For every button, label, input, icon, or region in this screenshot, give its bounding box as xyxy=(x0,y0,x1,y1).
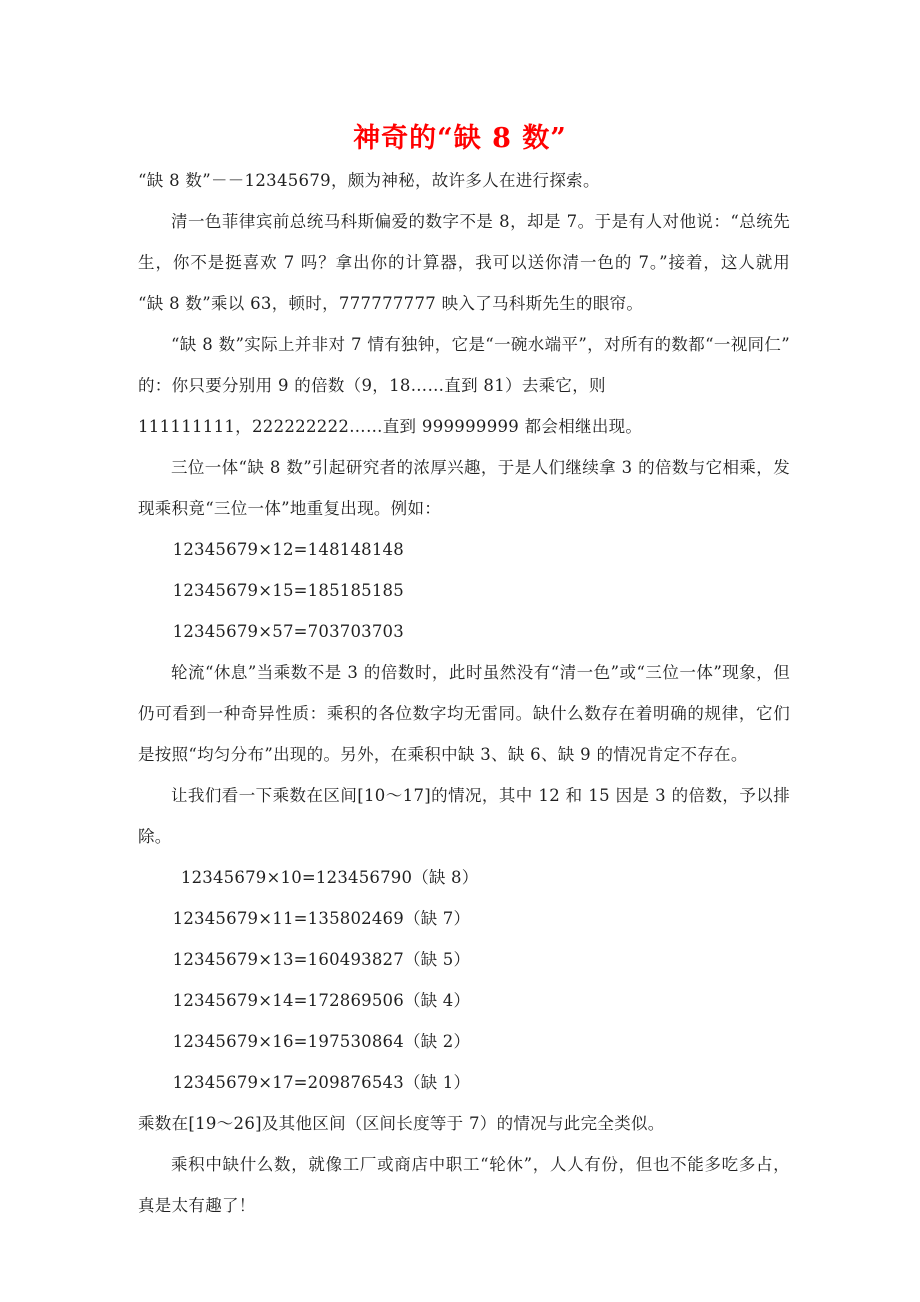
paragraph-interval-intro: 让我们看一下乘数在区间[10～17]的情况，其中 12 和 15 因是 3 的倍数，予以排除。 xyxy=(138,786,790,846)
equation-line: 12345679×16=197530864（缺 2） xyxy=(172,1032,471,1051)
equation-line: 12345679×57=703703703 xyxy=(172,622,404,641)
equation-line: 12345679×11=135802469（缺 7） xyxy=(172,909,471,928)
paragraph-triple-unity: 三位一体“缺 8 数”引起研究者的浓厚兴趣，于是人们继续拿 3 的倍数与它相乘，发现乘积竟“三位一体”地重复出现。例如： xyxy=(138,458,790,518)
paragraph-other-intervals: 乘数在[19～26]及其他区间（区间长度等于 7）的情况与此完全类似。 xyxy=(138,1114,665,1133)
equation-line: 12345679×17=209876543（缺 1） xyxy=(172,1073,471,1092)
equation-line: 12345679×15=185185185 xyxy=(172,581,404,600)
equation-line: 12345679×13=160493827（缺 5） xyxy=(172,950,471,969)
paragraph-rotation-rest: 轮流“休息”当乘数不是 3 的倍数时，此时虽然没有“清一色”或“三位一体”现象，但仍可看到一种奇异性质：乘积的各位数字均无雷同。缺什么数存在着明确的规律，它们是按照“均匀分布”出现的。另外，在乘积中缺 3、缺 6、缺 9 的情况肯定不存在。 xyxy=(138,663,790,764)
paragraph-intro: “缺 8 数”－－12345679，颇为神秘，故许多人在进行探索。 xyxy=(138,171,600,190)
equation-line: 12345679×12=148148148 xyxy=(172,540,404,559)
equation-line: 12345679×10=123456790（缺 8） xyxy=(180,868,479,887)
page-title: 神奇的“缺 8 数” xyxy=(353,123,567,155)
paragraph-fairness: “缺 8 数”实际上并非对 7 情有独钟，它是“一碗水端平”，对所有的数都“一视同仁”的：你只要分别用 9 的倍数（9，18……直到 81）去乘它，则 xyxy=(138,335,790,395)
document-body xyxy=(138,160,790,1226)
paragraph-marcos-story: 清一色菲律宾前总统马科斯偏爱的数字不是 8，却是 7。于是有人对他说：“总统先生，你不是挺喜欢 7 吗？拿出你的计算器，我可以送你清一色的 7。”接着，这人就用“缺 8 数”乘以 63，顿时，777777777 映入了马科斯先生的眼帘。 xyxy=(138,212,790,313)
paragraph-fairness-continued: 111111111，222222222……直到 999999999 都会相继出现。 xyxy=(138,417,643,436)
paragraph-conclusion: 乘积中缺什么数，就像工厂或商店中职工“轮休”，人人有份，但也不能多吃多占，真是太有趣了！ xyxy=(138,1155,790,1215)
equation-line: 12345679×14=172869506（缺 4） xyxy=(172,991,471,1010)
